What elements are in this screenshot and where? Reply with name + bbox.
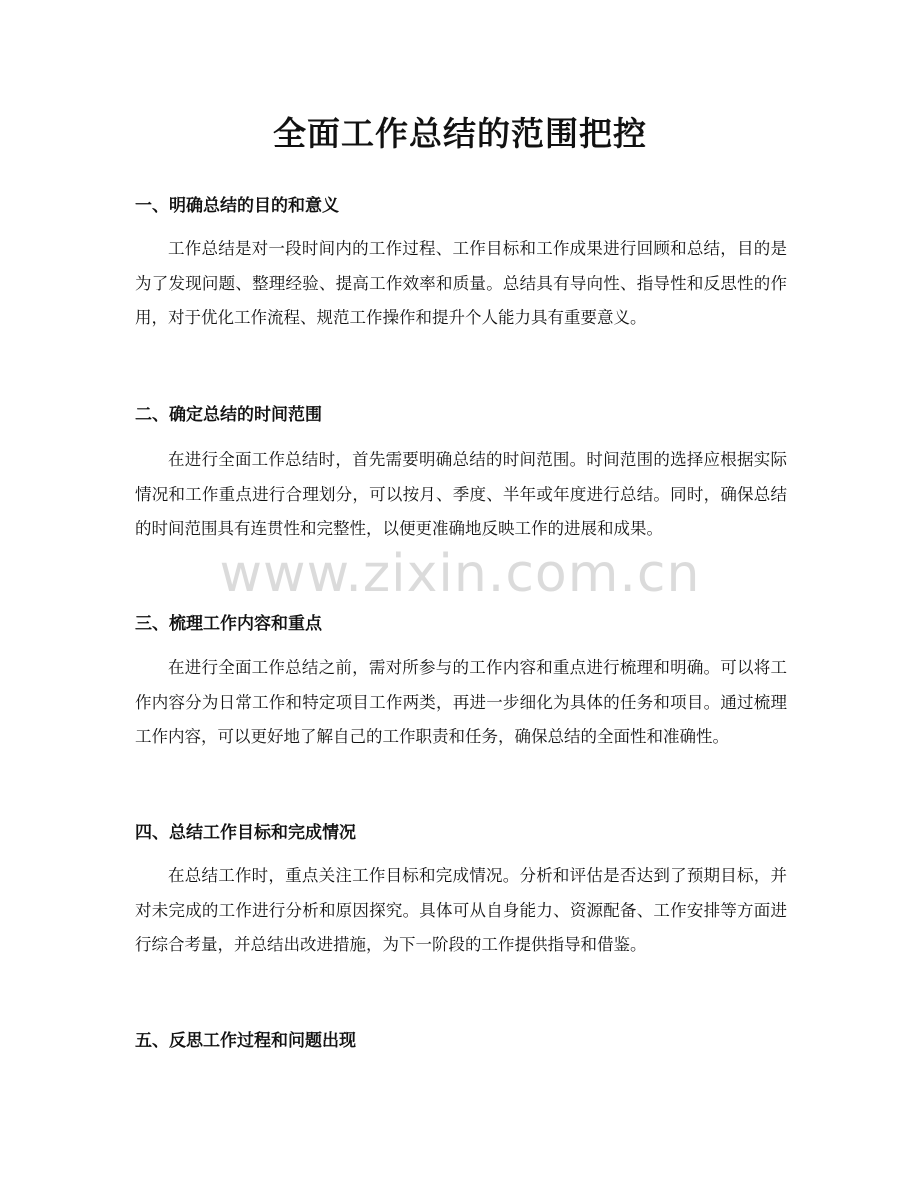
section-heading-1: 一、明确总结的目的和意义 [135, 196, 339, 216]
section-heading-5: 五、反思工作过程和问题出现 [135, 1031, 356, 1051]
document-title: 全面工作总结的范围把控 [273, 114, 647, 153]
section-body-2: 在进行全面工作总结时，首先需要明确总结的时间范围。时间范围的选择应根据实际情况和工作重点进行合理划分，可以按月、季度、半年或年度进行总结。同时，确保总结的时间范围具有连贯性和完整性，以便更准确地反映工作的进展和成果。 [135, 450, 787, 538]
watermark: www.zixin.com.cn [219, 544, 701, 604]
section-body-3: 在进行全面工作总结之前，需对所参与的工作内容和重点进行梳理和明确。可以将工作内容分为日常工作和特定项目工作两类，再进一步细化为具体的任务和项目。通过梳理工作内容，可以更好地了解自己的工作职责和任务，确保总结的全面性和准确性。 [135, 658, 787, 746]
section-heading-4: 四、总结工作目标和完成情况 [135, 823, 356, 843]
section-body-1: 工作总结是对一段时间内的工作过程、工作目标和工作成果进行回顾和总结，目的是为了发现问题、整理经验、提高工作效率和质量。总结具有导向性、指导性和反思性的作用，对于优化工作流程、规范工作操作和提升个人能力具有重要意义。 [135, 239, 787, 327]
section-body-4: 在总结工作时，重点关注工作目标和完成情况。分析和评估是否达到了预期目标，并对未完成的工作进行分析和原因探究。具体可从自身能力、资源配备、工作安排等方面进行综合考量，并总结出改进措施，为下一阶段的工作提供指导和借鉴。 [135, 866, 787, 954]
section-heading-3: 三、梳理工作内容和重点 [135, 614, 322, 634]
section-heading-2: 二、确定总结的时间范围 [135, 405, 322, 425]
